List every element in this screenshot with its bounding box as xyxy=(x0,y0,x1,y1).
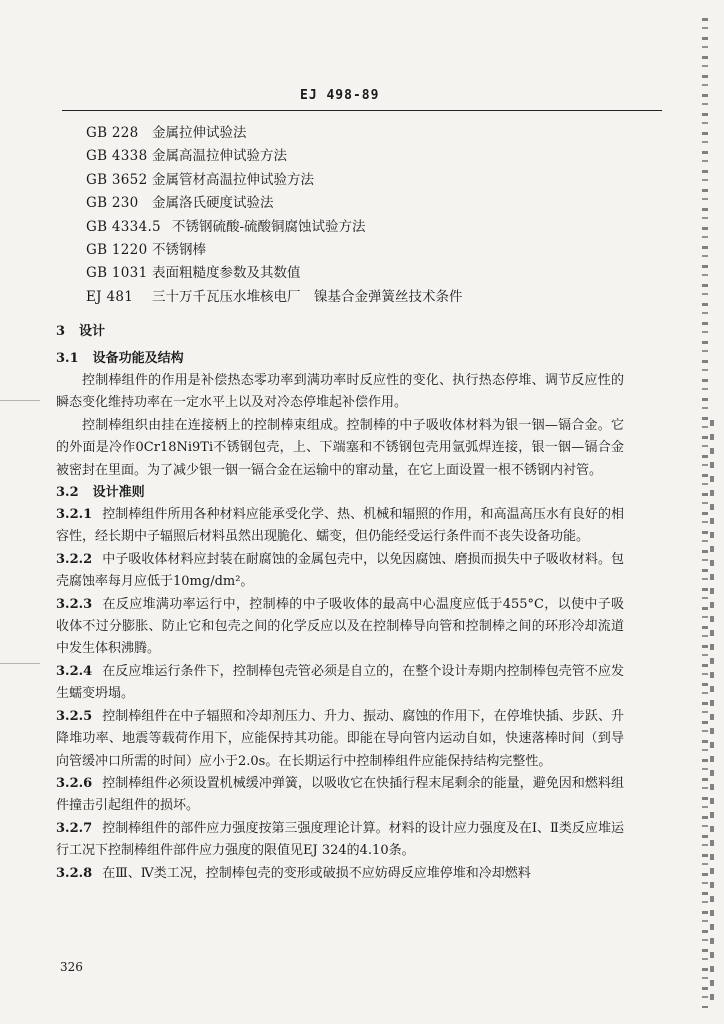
clause-text: 控制棒组件的部件应力强度按第三强度理论计算。材料的设计应力强度及在Ⅰ、Ⅱ类反应堆运行工况下控制棒组件部件应力强度的限值见EJ 324的4.10条。 xyxy=(56,820,624,859)
section-number: 3 xyxy=(56,324,66,339)
reference-title: 金属拉伸试验法 xyxy=(152,125,247,141)
clause-text: 中子吸收体材料应封装在耐腐蚀的金属包壳中，以免因腐蚀、磨损而损失中子吸收材料。包壳腐蚀率每月应低于10mg/dm²。 xyxy=(56,551,624,590)
clause-text: 控制棒组件在中子辐照和冷却剂压力、升力、振动、腐蚀的作用下，在停堆快插、步跃、升降堆功率、地震等载荷作用下，应能保持其功能。即能在导向管内运动自如，快速落棒时间（到导向管缓冲口所需的时间）应小于2.0s。在长期运行中控制棒组件应能保持结构完整性。 xyxy=(56,708,624,769)
clause-number: 3.2.7 xyxy=(56,820,93,836)
reference-code: EJ 481 xyxy=(86,288,134,305)
clause-text: 在Ⅲ、Ⅳ类工况，控制棒包壳的变形或破损不应妨碍反应堆停堆和冷却燃料 xyxy=(102,865,531,881)
section-heading xyxy=(56,320,624,339)
paragraph: 控制棒组件的作用是补偿热态零功率到满功率时反应性的变化、执行热态停堆、调节反应性的瞬态变化维持功率在一定水平上以及对冷态停堆起补偿作用。 xyxy=(56,373,624,411)
reference-title: 表面粗糙度参数及其数值 xyxy=(152,265,301,282)
reference-item xyxy=(86,122,463,145)
clause-number: 3.2.8 xyxy=(56,865,93,881)
scan-mark xyxy=(0,663,40,664)
subsection-title: 设备功能及结构 xyxy=(92,351,184,366)
reference-code: GB 1031 xyxy=(86,265,148,282)
document-body xyxy=(56,320,624,885)
reference-title: 三十万千瓦压水堆核电厂 镍基合金弹簧丝技术条件 xyxy=(152,288,463,305)
clause-number: 3.2.2 xyxy=(56,551,93,567)
scan-edge-artifact-inner xyxy=(710,420,714,1000)
reference-item xyxy=(86,145,463,168)
clause-number: 3.2.4 xyxy=(56,663,93,679)
reference-code: GB 228 xyxy=(86,125,139,141)
header-rule xyxy=(62,110,662,111)
clause-text: 控制棒组件必须设置机械缓冲弹簧，以吸收它在快插行程末尾剩余的能量，避免因和燃料组件撞击引起组件的损坏。 xyxy=(56,775,624,814)
clause xyxy=(56,818,624,863)
clause-text: 在反应堆满功率运行中，控制棒的中子吸收体的最高中心温度应低于455°C，以使中子吸收体不过分膨胀、防止它和包壳之间的化学反应以及在控制棒导向管和控制棒之间的环形冷却流道中发生体积沸腾。 xyxy=(56,596,624,657)
reference-title: 不锈钢棒 xyxy=(152,241,206,258)
reference-code: GB 3652 xyxy=(86,171,148,188)
clause xyxy=(56,773,624,818)
scan-mark xyxy=(0,400,40,401)
reference-list xyxy=(86,122,463,309)
reference-code: GB 1220 xyxy=(86,241,148,258)
reference-item xyxy=(86,169,463,192)
reference-item xyxy=(86,286,463,309)
subsection-heading xyxy=(56,348,624,370)
reference-code: GB 4334.5 xyxy=(86,218,161,235)
document-header: EJ 498-89 xyxy=(300,88,380,103)
subsection-number: 3.1 xyxy=(56,351,79,366)
scan-edge-artifact xyxy=(702,18,708,1008)
reference-item xyxy=(86,262,463,285)
clause-text: 控制棒组件所用各种材料应能承受化学、热、机械和辐照的作用，和高温高压水有良好的相容性，经长期中子辐照后材料虽然出现脆化、蠕变，但仍能经受运行条件而不丧失设备功能。 xyxy=(56,507,624,545)
subsection-heading xyxy=(56,482,624,504)
clause xyxy=(56,661,624,706)
clause xyxy=(56,549,624,594)
clause xyxy=(56,594,624,661)
clause xyxy=(56,504,624,549)
clause-number: 3.2.1 xyxy=(56,507,93,523)
reference-item xyxy=(86,216,463,239)
clause xyxy=(56,706,624,773)
clause-number: 3.2.3 xyxy=(56,596,93,612)
subsection-number: 3.2 xyxy=(56,485,79,501)
clause xyxy=(56,863,624,885)
reference-item xyxy=(86,192,463,215)
paragraph: 控制棒组织由挂在连接柄上的控制棒束组成。控制棒的中子吸收体材料为银一铟—镉合金。它的外面是冷作0Cr18Ni9Ti不锈钢包壳，上、下端塞和不锈钢包壳用氩弧焊连接，银一铟—镉合金被密封在里面。为了减少银一铟一镉合金在运输中的窜动量，在它上面设置一根不锈钢内衬管。 xyxy=(56,417,624,478)
reference-title: 金属管材高温拉伸试验方法 xyxy=(152,171,314,188)
clause-text: 在反应堆运行条件下，控制棒包壳管必须是自立的，在整个设计寿期内控制棒包壳管不应发生蠕变坍塌。 xyxy=(56,663,624,702)
section-title: 设计 xyxy=(79,324,106,339)
reference-title: 不锈钢硫酸-硫酸铜腐蚀试验方法 xyxy=(172,218,366,235)
reference-code: GB 4338 xyxy=(86,148,148,165)
clause-number: 3.2.6 xyxy=(56,775,93,791)
subsection-title: 设计准则 xyxy=(92,485,145,501)
page-number: 326 xyxy=(60,960,83,974)
clause-number: 3.2.5 xyxy=(56,708,93,724)
reference-title: 金属高温拉伸试验方法 xyxy=(152,148,287,165)
reference-code: GB 230 xyxy=(86,195,139,212)
reference-title: 金属洛氏硬度试验法 xyxy=(152,195,274,212)
reference-item xyxy=(86,239,463,262)
